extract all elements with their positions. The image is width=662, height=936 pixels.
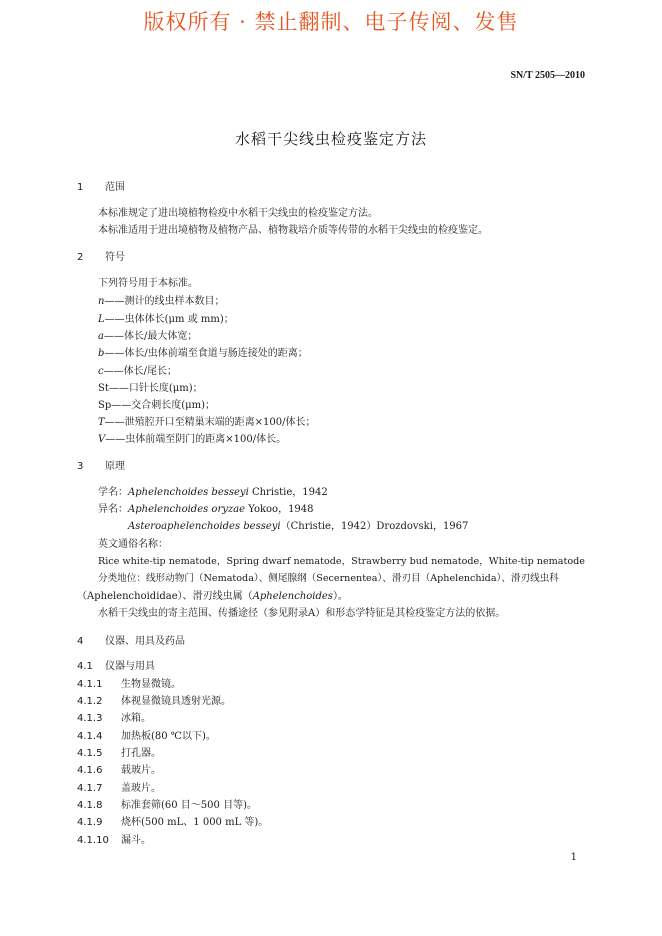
clause-number: 4.1.1 — [77, 679, 103, 690]
symbol-definition — [98, 383, 203, 395]
clause-item — [77, 679, 181, 691]
clause-item — [77, 748, 161, 760]
clause-number: 4.1.7 — [77, 783, 103, 794]
common-names: Rice white-tip nematode，Spring dwarf nematode，Strawberry bud nematode，White-tip nematode — [98, 556, 585, 567]
symbol: T — [98, 417, 105, 428]
symbol-definition — [98, 314, 234, 326]
author: Yokoo，1948 — [245, 504, 314, 515]
clause-text: 体视显微镜具透射光源。 — [121, 696, 231, 707]
symbol: b — [98, 348, 105, 359]
symbols-intro: 下列符号用于本标准。 — [98, 278, 198, 289]
taxonomy-text: （Aphelenchoididae）、滑刃线虫属（ — [77, 591, 253, 602]
clause-text: 加热板(80 ℃以下)。 — [121, 731, 216, 742]
species-name: Aphelenchoides oryzae — [128, 504, 246, 515]
taxonomy-line — [77, 591, 348, 603]
symbol-text: ——测计的线虫样本数目； — [104, 296, 225, 307]
clause-item — [77, 731, 216, 743]
taxonomy-text: ）。 — [332, 591, 348, 602]
symbol-definition — [98, 417, 316, 429]
symbol: V — [98, 434, 106, 445]
symbol-definition — [98, 348, 308, 360]
clause-number: 4.1.5 — [77, 748, 103, 759]
principle-basis: 水稻干尖线虫的寄主范围、传播途径（参见附录A）和形态学特征是其检疫鉴定方法的依据。 — [98, 608, 506, 619]
symbol-text: ——泄殖腔开口至精巢末端的距离×100/体长； — [104, 417, 316, 428]
author: Christie，1942 — [248, 487, 328, 498]
symbol: Sp — [98, 400, 112, 411]
clause-number: 4.1.4 — [77, 731, 103, 742]
clause-item — [77, 817, 268, 829]
symbol-text: ——虫体前端至阴门的距离×100/体长。 — [105, 434, 287, 445]
symbol-text: ——口针长度(μm)； — [108, 383, 203, 394]
genus-name: Aphelenchoides — [252, 591, 333, 602]
clause-number: 4.1.2 — [77, 696, 103, 707]
clause-text: 漏斗。 — [121, 835, 151, 846]
section-title: 仪器、用具及药品 — [105, 636, 185, 647]
common-name-label: 英文通俗名称： — [98, 539, 168, 550]
section-3-heading — [77, 461, 125, 473]
symbol: a — [98, 331, 104, 342]
label: 异名： — [98, 504, 128, 515]
clause-text: 标准套筛(60 目～500 目等)。 — [121, 800, 257, 811]
clause-number: 4.1.10 — [77, 835, 109, 846]
clause-text: 冰箱。 — [121, 713, 151, 724]
symbol-definition — [98, 296, 224, 308]
section-1-paragraph: 本标准适用于进出境植物及植物产品、植物栽培介质等传带的水稻干尖线虫的检疫鉴定。 — [98, 225, 488, 236]
clause-number: 4.1.9 — [77, 817, 103, 828]
section-1-paragraph: 本标准规定了进出境植物检疫中水稻干尖线虫的检疫鉴定方法。 — [98, 208, 378, 219]
symbol-definition — [98, 400, 215, 412]
symbol: St — [98, 383, 109, 394]
clause-item — [77, 765, 161, 777]
symbol: n — [98, 296, 105, 307]
clause-text: 打孔器。 — [121, 748, 161, 759]
section-1-heading — [77, 182, 125, 194]
clause-text: 烧杯(500 mL、1 000 mL 等)。 — [121, 817, 269, 828]
section-title: 范围 — [105, 182, 125, 193]
symbol-text: ——交合刺长度(μm)； — [111, 400, 216, 411]
standard-number: SN/T 2505—2010 — [510, 70, 585, 81]
subsection-number: 4.1 — [77, 661, 93, 672]
symbol: c — [98, 366, 104, 377]
symbol-text: ——体长/最大体宽； — [103, 331, 198, 342]
subsection-title: 仪器与用具 — [105, 661, 155, 672]
page-number: 1 — [570, 852, 577, 863]
clause-item — [77, 696, 231, 708]
section-number: 3 — [77, 461, 84, 472]
species-name: Asteroaphelenchoides besseyi — [128, 521, 281, 532]
clause-number: 4.1.8 — [77, 800, 103, 811]
species-name: Aphelenchoides besseyi — [128, 487, 249, 498]
synonym — [98, 504, 314, 516]
symbol-text: ——体长/尾长； — [103, 366, 177, 377]
symbol-definition — [98, 366, 177, 378]
symbol: L — [98, 314, 105, 325]
document-title: 水稻干尖线虫检疫鉴定方法 — [234, 130, 427, 148]
clause-text: 载玻片。 — [121, 765, 161, 776]
clause-item — [77, 835, 151, 847]
copyright-watermark: 版权所有 · 禁止翻制、电子传阅、发售 — [143, 10, 519, 34]
scientific-name — [98, 487, 328, 499]
section-4-heading — [77, 636, 185, 648]
clause-item — [77, 713, 151, 725]
clause-number: 4.1.6 — [77, 765, 103, 776]
label: 学名： — [98, 487, 128, 498]
taxonomy-line: 分类地位：线形动物门（Nematoda）、侧尾腺纲（Secernentea）、滑刃目（Aphelenchida）、滑刃线虫科 — [98, 573, 559, 584]
clause-number: 4.1.3 — [77, 713, 103, 724]
subsection-heading — [77, 661, 155, 673]
clause-text: 生物显微镜。 — [121, 679, 181, 690]
symbol-text: ——体长/虫体前端至食道与肠连接处的距离； — [104, 348, 308, 359]
symbol-definition — [98, 434, 286, 446]
clause-item — [77, 783, 161, 795]
clause-item — [77, 800, 257, 812]
symbol-definition — [98, 331, 197, 343]
symbol-text: ——虫体体长(μm 或 mm)； — [104, 314, 234, 325]
author: （Christie，1942）Drozdovski，1967 — [280, 521, 469, 532]
section-2-heading — [77, 252, 125, 264]
section-number: 2 — [77, 252, 84, 263]
section-title: 符号 — [105, 252, 125, 263]
clause-text: 盖玻片。 — [121, 783, 161, 794]
synonym — [128, 521, 468, 533]
section-number: 4 — [77, 636, 84, 647]
section-number: 1 — [77, 182, 84, 193]
section-title: 原理 — [105, 461, 125, 472]
